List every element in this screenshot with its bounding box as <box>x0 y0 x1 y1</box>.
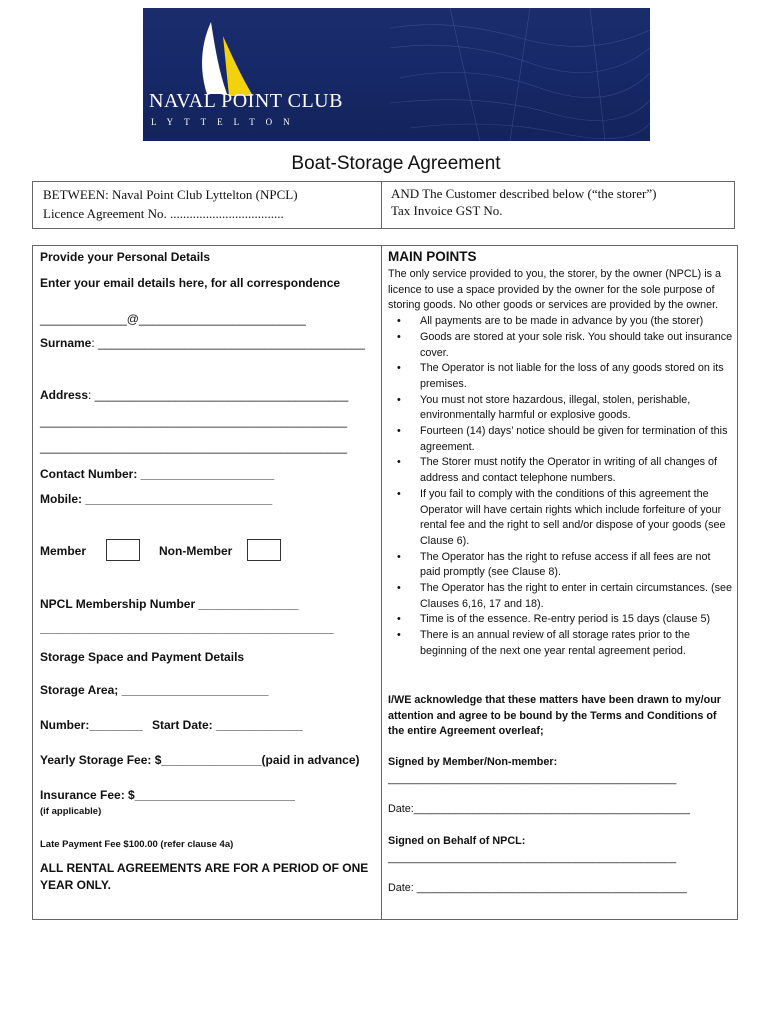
main-points-intro: The only service provided to you, the storer, by the owner (NPCL) is a licence to use a space provided by the owner for the sole purpose of storing goods. No other goods or services are provided by the owner. <box>388 268 722 312</box>
list-item: • The Operator has the right to refuse access if all fees are not paid promptly (see Clause 8). <box>388 550 733 581</box>
personal-details-heading: Provide your Personal Details <box>40 250 211 264</box>
list-item: • If you fail to comply with the conditions of this agreement the Operator will have certain rights which include forfeiture of your rental fee and the right to sell and/or dispose of your goods (see Clause 6). <box>388 487 733 550</box>
club-name: NAVAL POINT CLUB <box>149 90 343 112</box>
member-signature-field[interactable]: ________________________________________________ <box>388 773 677 785</box>
column-divider <box>381 246 382 919</box>
list-item: • Time is of the essence. Re-entry period is 15 days (clause 5) <box>388 612 733 628</box>
start-date-field[interactable]: Start Date: _____________ <box>152 718 303 732</box>
list-item: • There is an annual review of all storage rates prior to the beginning of the next one year rental agreement period. <box>388 628 733 659</box>
membership-number-line-2[interactable]: ____________________________________________ <box>40 621 334 635</box>
between-box <box>32 181 382 229</box>
npcl-signature-field[interactable]: ________________________________________________ <box>388 852 677 864</box>
address-field[interactable] <box>40 388 348 402</box>
surname-label: Surname <box>40 336 92 350</box>
email-heading: Enter your email details here, for all correspondence <box>40 276 341 290</box>
mobile-field[interactable]: Mobile: ____________________________ <box>40 492 273 506</box>
list-item: • The Operator has the right to enter in certain circumstances. (see Clauses 6,16, 17 and 18). <box>388 581 733 612</box>
main-points-text <box>388 267 733 660</box>
if-applicable-note: (if applicable) <box>40 806 102 817</box>
late-fee-note: Late Payment Fee $100.00 (refer clause 4a) <box>40 839 234 850</box>
tax-invoice-field[interactable]: Tax Invoice GST No. <box>391 203 503 218</box>
member-label: Member <box>40 544 87 558</box>
storage-heading: Storage Space and Payment Details <box>40 650 245 664</box>
page-title: Boat-Storage Agreement <box>291 153 501 174</box>
signed-npcl-label: Signed on Behalf of NPCL: <box>388 835 526 847</box>
acknowledgement-text: I/WE acknowledge that these matters have been drawn to my/our attention and agree to be bound by the Terms and Conditions of the entire Agreement overleaf; <box>388 694 721 738</box>
customer-text: AND The Customer described below (“the storer”) <box>391 186 657 201</box>
member-checkbox[interactable] <box>106 539 140 561</box>
between-text: BETWEEN: Naval Point Club Lyttelton (NPCL) <box>43 187 298 202</box>
contact-number-field[interactable]: Contact Number: ____________________ <box>40 467 275 481</box>
non-member-label: Non-Member <box>159 544 233 558</box>
list-item: • You must not store hazardous, illegal, stolen, perishable, environmentally harmful or explosive goods. <box>388 393 733 424</box>
number-field[interactable]: Number:________ <box>40 718 143 732</box>
club-place: LYTTELTON <box>151 117 301 127</box>
list-item: • All payments are to be made in advance by you (the storer) <box>388 314 733 330</box>
email-field[interactable]: _____________@_________________________ <box>40 312 306 326</box>
club-logo-banner <box>143 8 650 141</box>
address-line-1: : ______________________________________ <box>88 388 349 402</box>
address-line-2[interactable]: ______________________________________________ <box>40 414 347 428</box>
member-date-field[interactable]: Date:______________________________________________ <box>388 803 691 815</box>
customer-box <box>382 181 735 229</box>
address-label: Address <box>40 388 89 402</box>
insurance-fee-field[interactable]: Insurance Fee: $________________________ <box>40 788 295 802</box>
npcl-date-field[interactable]: Date: _____________________________________________ <box>388 882 688 894</box>
list-item: • Goods are stored at your sole risk. You should take out insurance cover. <box>388 330 733 361</box>
main-points-list <box>388 314 733 659</box>
list-item: • The Operator is not liable for the loss of any goods stored on its premises. <box>388 361 733 392</box>
list-item: • Fourteen (14) days’ notice should be given for termination of this agreement. <box>388 424 733 455</box>
membership-number-field[interactable]: NPCL Membership Number _______________ <box>40 597 299 611</box>
surname-field[interactable] <box>40 336 365 350</box>
signed-member-label: Signed by Member/Non-member: <box>388 756 558 768</box>
yearly-fee-field[interactable]: Yearly Storage Fee: $_______________(paid in advance) <box>40 753 360 767</box>
licence-number-field[interactable]: Licence Agreement No. ................................... <box>43 206 284 221</box>
address-line-3[interactable]: ______________________________________________ <box>40 440 347 454</box>
main-points-heading: MAIN POINTS <box>388 249 477 264</box>
chart-lines-decoration <box>390 8 650 141</box>
rental-period-note: ALL RENTAL AGREEMENTS ARE FOR A PERIOD OF ONE YEAR ONLY. <box>40 861 369 892</box>
agreement-form <box>32 245 738 920</box>
storage-area-field[interactable]: Storage Area; ______________________ <box>40 683 269 697</box>
surname-line: : ________________________________________ <box>91 336 365 350</box>
list-item: • The Storer must notify the Operator in writing of all changes of address and contact telephone numbers. <box>388 455 733 486</box>
non-member-checkbox[interactable] <box>247 539 281 561</box>
